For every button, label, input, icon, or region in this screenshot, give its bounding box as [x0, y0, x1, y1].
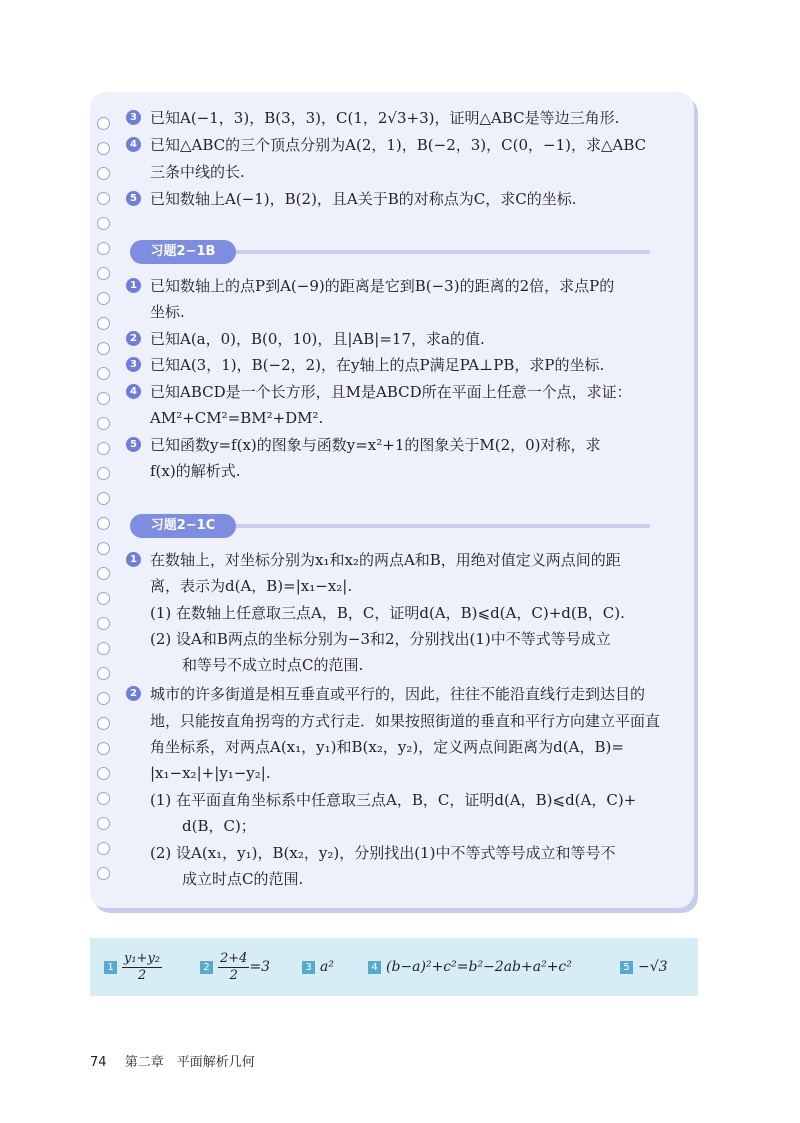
ring: [97, 242, 110, 255]
answer-2: [200, 938, 270, 996]
problem-number: 2: [126, 686, 141, 701]
ring: [97, 567, 110, 580]
problem-number: 4: [126, 137, 141, 152]
answer-number: 5: [620, 961, 633, 974]
subproblem-text: (1) 在平面直角坐标系中任意取三点A，B，C，证明d(A，B)⩽d(A，C)+: [150, 791, 637, 809]
ring: [97, 442, 110, 455]
ring: [97, 867, 110, 880]
problem-text: |x₁−x₂|+|y₁−y₂|.: [150, 764, 271, 782]
ring: [97, 217, 110, 230]
subproblem-text: d(B，C)；: [182, 817, 256, 835]
answer-3: [302, 938, 334, 996]
ring: [97, 767, 110, 780]
problem-number: 5: [126, 191, 141, 206]
answer-text: −√3: [638, 959, 668, 975]
ring: [97, 417, 110, 430]
header-rule: [230, 524, 650, 528]
denominator: 2: [229, 967, 238, 983]
problem-text: 已知数轴上的点P到A(−9)的距离是它到B(−3)的距离的2倍，求点P的: [150, 277, 615, 295]
ring: [97, 517, 110, 530]
ring: [97, 742, 110, 755]
exercise-card: [90, 92, 694, 908]
problem-text: 角坐标系，对两点A(x₁，y₁)和B(x₂，y₂)，定义两点间距离为d(A，B)=: [150, 738, 624, 756]
problem-number: 4: [126, 384, 141, 399]
ring: [97, 792, 110, 805]
ring: [97, 592, 110, 605]
section-title: 习题2−1C: [130, 514, 236, 538]
ring: [97, 717, 110, 730]
answer-number: 4: [368, 961, 381, 974]
answer-number: 3: [302, 961, 315, 974]
problem-text: 三条中线的长.: [150, 163, 245, 181]
chapter-title: 第二章 平面解析几何: [124, 1055, 255, 1070]
ring: [97, 367, 110, 380]
ring: [97, 617, 110, 630]
ring: [97, 842, 110, 855]
answer-1: [104, 938, 162, 996]
ring: [97, 342, 110, 355]
ring: [97, 267, 110, 280]
problem-text: 已知A(a，0)，B(0，10)，且|AB|=17，求a的值.: [150, 330, 485, 348]
problem-number: 1: [126, 552, 141, 567]
numerator: y₁+y₂: [124, 950, 161, 966]
problem-number: 1: [126, 278, 141, 293]
page-footer: [90, 1051, 255, 1070]
answer-number: 2: [200, 961, 213, 974]
problem-text: f(x)的解析式.: [150, 462, 241, 480]
numerator: 2+4: [220, 950, 248, 966]
subproblem-text: 成立时点C的范围.: [182, 870, 304, 888]
ring: [97, 167, 110, 180]
fraction: [122, 951, 162, 984]
problem-text: 已知A(−1，3)，B(3，3)，C(1，2√3+3)，证明△ABC是等边三角形.: [150, 109, 620, 127]
problem-text: 城市的许多街道是相互垂直或平行的，因此，往往不能沿直线行走到达目的: [150, 685, 646, 703]
ring: [97, 467, 110, 480]
answer-text: (b−a)²+c²=b²−2ab+a²+c²: [386, 959, 572, 975]
ring: [97, 667, 110, 680]
ring: [97, 317, 110, 330]
problem-text: 已知函数y=f(x)的图象与函数y=x²+1的图象关于M(2，0)对称，求: [150, 436, 601, 454]
problem-text: 离，表示为d(A，B)=|x₁−x₂|.: [150, 577, 353, 595]
fraction: [218, 951, 249, 984]
ring: [97, 492, 110, 505]
ring: [97, 392, 110, 405]
ring: [97, 817, 110, 830]
ring: [97, 192, 110, 205]
problem-text: 地，只能按直角拐弯的方式行走．如果按照街道的垂直和平行方向建立平面直: [150, 712, 661, 730]
ring: [97, 642, 110, 655]
problem-text: 在数轴上，对坐标分别为x₁和x₂的两点A和B，用绝对值定义两点间的距: [150, 551, 621, 569]
page-number: 74: [90, 1055, 107, 1070]
answer-5: [620, 938, 668, 996]
answer-text: =3: [249, 959, 271, 975]
ring: [97, 292, 110, 305]
ring: [97, 542, 110, 555]
answer-text: a²: [320, 959, 334, 975]
answer-number: 1: [104, 961, 117, 974]
problem-number: 2: [126, 331, 141, 346]
answer-4: [368, 938, 572, 996]
ring: [97, 117, 110, 130]
answers-band: [90, 938, 698, 996]
problem-number: 3: [126, 110, 141, 125]
subproblem-text: (2) 设A(x₁，y₁)，B(x₂，y₂)，分别找出(1)中不等式等号成立和等号不: [150, 844, 616, 862]
denominator: 2: [137, 967, 147, 983]
problem-text: 坐标.: [150, 303, 185, 321]
ring: [97, 692, 110, 705]
subproblem-text: (1) 在数轴上任意取三点A，B，C，证明d(A，B)⩽d(A，C)+d(B，C).: [150, 604, 625, 622]
problem-text: AM²+CM²=BM²+DM².: [150, 409, 324, 427]
header-rule: [230, 250, 650, 254]
problem-number: 5: [126, 437, 141, 452]
problem-text: 已知数轴上A(−1)，B(2)，且A关于B的对称点为C，求C的坐标.: [150, 190, 577, 208]
subproblem-text: (2) 设A和B两点的坐标分别为−3和2，分别找出(1)中不等式等号成立: [150, 630, 611, 648]
problem-text: 已知A(3，1)，B(−2，2)，在y轴上的点P满足PA⊥PB，求P的坐标.: [150, 356, 605, 374]
subproblem-text: 和等号不成立时点C的范围.: [182, 656, 364, 674]
problem-number: 3: [126, 357, 141, 372]
problem-text: 已知ABCD是一个长方形，且M是ABCD所在平面上任意一个点，求证：: [150, 383, 632, 401]
ring: [97, 142, 110, 155]
section-title: 习题2−1B: [130, 240, 236, 264]
problem-text: 已知△ABC的三个顶点分别为A(2，1)，B(−2，3)，C(0，−1)，求△ABC: [150, 136, 647, 154]
